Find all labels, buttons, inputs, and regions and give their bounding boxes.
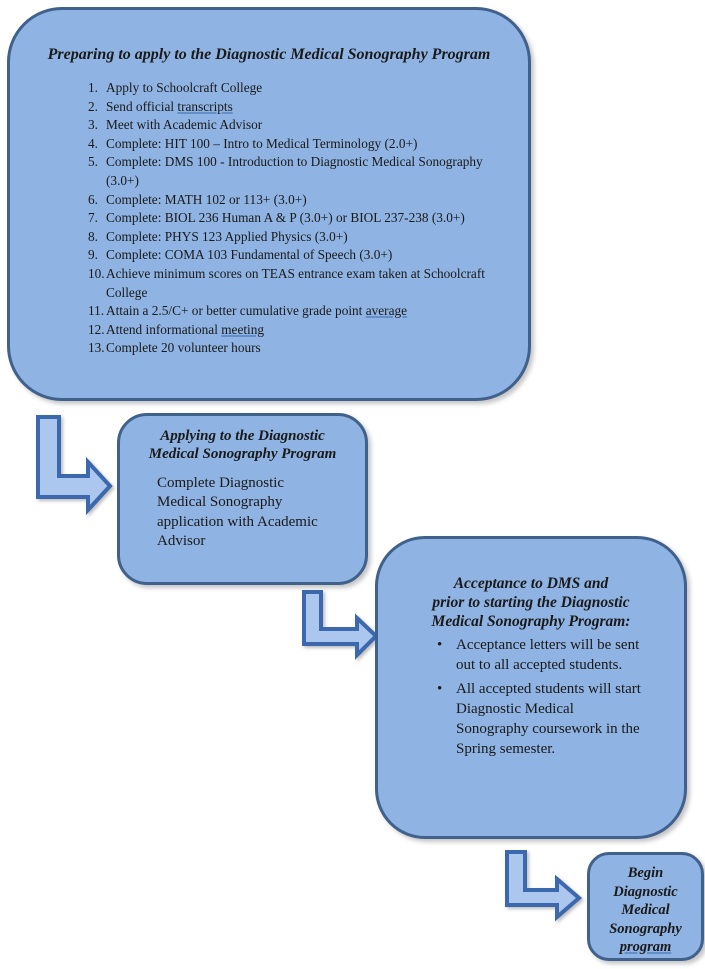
- box3-title-line: Medical Sonography Program:: [431, 612, 631, 630]
- step-text: [106, 209, 522, 228]
- box2-body: [157, 474, 339, 552]
- text-segment: Complete: DMS 100 - Introduction to Diagnostic Medical Sonography: [106, 154, 483, 170]
- box4-line: Begin: [627, 865, 664, 881]
- text-segment: Apply to Schoolcraft College: [106, 80, 263, 95]
- step-text: [106, 246, 522, 265]
- list-item: [88, 79, 522, 98]
- text-segment: Complete: BIOL 236 Human A & P (3.0+) or BIOL 237-238 (3.0+): [106, 210, 465, 226]
- list-item: [88, 228, 522, 247]
- step-line: [106, 172, 522, 191]
- step-line: [106, 135, 522, 154]
- text-segment: Complete: PHYS 123 Applied Physics (3.0+): [106, 228, 348, 244]
- step-text: [106, 98, 522, 117]
- box2-title-line: Medical Sonography Program: [148, 445, 337, 462]
- step-line: [106, 228, 522, 247]
- link-text[interactable]: transcripts: [177, 98, 233, 114]
- box2-title-line: Applying to the Diagnostic: [160, 428, 325, 444]
- step-line: [106, 265, 522, 284]
- list-item: [88, 98, 522, 117]
- list-number: 13.: [88, 340, 105, 356]
- step-line: [106, 246, 522, 265]
- box-preparing-to-apply: [7, 7, 531, 401]
- bullet-line: Spring semester.: [456, 741, 556, 758]
- bullet-line: Acceptance letters will be sent: [456, 637, 640, 654]
- bullet-text: [456, 635, 684, 675]
- bullet-icon: •: [437, 637, 443, 654]
- text-segment: (3.0+): [106, 172, 139, 188]
- arrow-box3-to-box4: [507, 852, 579, 917]
- list-item: [88, 321, 522, 340]
- list-number: 7.: [88, 210, 98, 226]
- bullet-icon: •: [437, 681, 443, 698]
- box3-title-line: prior to starting the Diagnostic: [432, 593, 630, 611]
- arrow-box2-to-box3: [304, 592, 376, 655]
- box3-title-line: Acceptance to DMS and: [453, 575, 609, 592]
- step-text: [106, 116, 522, 135]
- bullet-line: Sonography coursework in the: [456, 721, 640, 738]
- text-segment: Send official: [106, 98, 178, 114]
- list-number: 10.: [88, 265, 105, 281]
- step-text: [106, 228, 522, 247]
- step-line: [106, 302, 522, 321]
- list-item: [88, 116, 522, 135]
- list-item: [88, 135, 522, 154]
- bullet-list: [437, 635, 684, 759]
- list-item: [437, 635, 684, 675]
- step-line: [106, 98, 522, 117]
- step-text: [106, 302, 522, 321]
- step-line: [106, 191, 522, 210]
- text-segment: Meet with Academic Advisor: [106, 117, 263, 133]
- bullet-text: [456, 679, 684, 759]
- list-number: 6.: [88, 191, 98, 207]
- list-number: 9.: [88, 247, 98, 263]
- arrow-box1-to-box2: [38, 417, 110, 510]
- list-item: [437, 679, 684, 759]
- step-text: [106, 191, 522, 210]
- list-item: [88, 191, 522, 210]
- text-segment: Attain a 2.5/C+ or better cumulative grade point: [106, 303, 366, 319]
- link-text[interactable]: program: [619, 939, 672, 956]
- bullet-line: All accepted students will start: [456, 681, 641, 698]
- list-number: 5.: [88, 154, 98, 170]
- text-segment: Attend informational: [106, 321, 222, 337]
- list-item: [88, 339, 522, 358]
- list-item: [88, 246, 522, 265]
- bullet-line: Diagnostic Medical: [456, 701, 574, 718]
- step-line: [106, 321, 522, 340]
- box2-body-line: Complete Diagnostic: [157, 475, 285, 491]
- box4-text: [590, 864, 701, 957]
- step-text: [106, 153, 522, 190]
- text-segment: College: [106, 284, 148, 300]
- list-item: [88, 209, 522, 228]
- step-text: [106, 321, 522, 340]
- list-number: 2.: [88, 98, 98, 114]
- step-line: [106, 79, 522, 98]
- box4-line: Diagnostic: [613, 883, 678, 900]
- list-number: 3.: [88, 117, 98, 133]
- list-item: [88, 302, 522, 321]
- box2-body-line: application with Academic: [157, 513, 318, 530]
- box2-title: [120, 428, 365, 463]
- step-text: [106, 79, 522, 98]
- text-segment: Complete: MATH 102 or 113+ (3.0+): [106, 191, 307, 207]
- box2-body-line: Advisor: [157, 533, 206, 550]
- step-line: [106, 153, 522, 172]
- box4-line: Sonography: [609, 920, 682, 937]
- text-segment: Achieve minimum scores on TEAS entrance exam taken at Schoolcraft: [106, 265, 485, 281]
- box2-body-line: Medical Sonography: [157, 494, 283, 511]
- step-line: [106, 284, 522, 303]
- text-segment: Complete 20 volunteer hours: [106, 340, 261, 356]
- link-text[interactable]: meeting: [221, 321, 265, 337]
- list-number: 4.: [88, 135, 98, 151]
- bullet-line: out to all accepted students.: [456, 657, 623, 674]
- box4-line: Medical: [621, 902, 670, 919]
- step-line: [106, 209, 522, 228]
- text-segment: Complete: HIT 100 – Intro to Medical Terminology (2.0+): [106, 135, 418, 151]
- box-acceptance: [375, 536, 687, 839]
- list-item: [88, 153, 522, 190]
- text-segment: Complete: COMA 103 Fundamental of Speech (3.0+): [106, 247, 393, 263]
- numbered-step-list: [10, 79, 528, 358]
- list-item: [88, 265, 522, 302]
- step-text: [106, 265, 522, 302]
- box1-title: Preparing to apply to the Diagnostic Medical Sonography Program: [47, 46, 491, 63]
- step-line: [106, 116, 522, 135]
- list-number: 8.: [88, 228, 98, 244]
- box-applying: [117, 413, 368, 585]
- list-number: 11.: [88, 303, 105, 319]
- step-text: [106, 339, 522, 358]
- link-text[interactable]: average: [365, 303, 408, 319]
- list-number: 12.: [88, 321, 105, 337]
- box-begin-program: [587, 852, 704, 961]
- box3-title: [378, 575, 684, 631]
- step-line: [106, 339, 522, 358]
- step-text: [106, 135, 522, 154]
- list-number: 1.: [88, 80, 98, 95]
